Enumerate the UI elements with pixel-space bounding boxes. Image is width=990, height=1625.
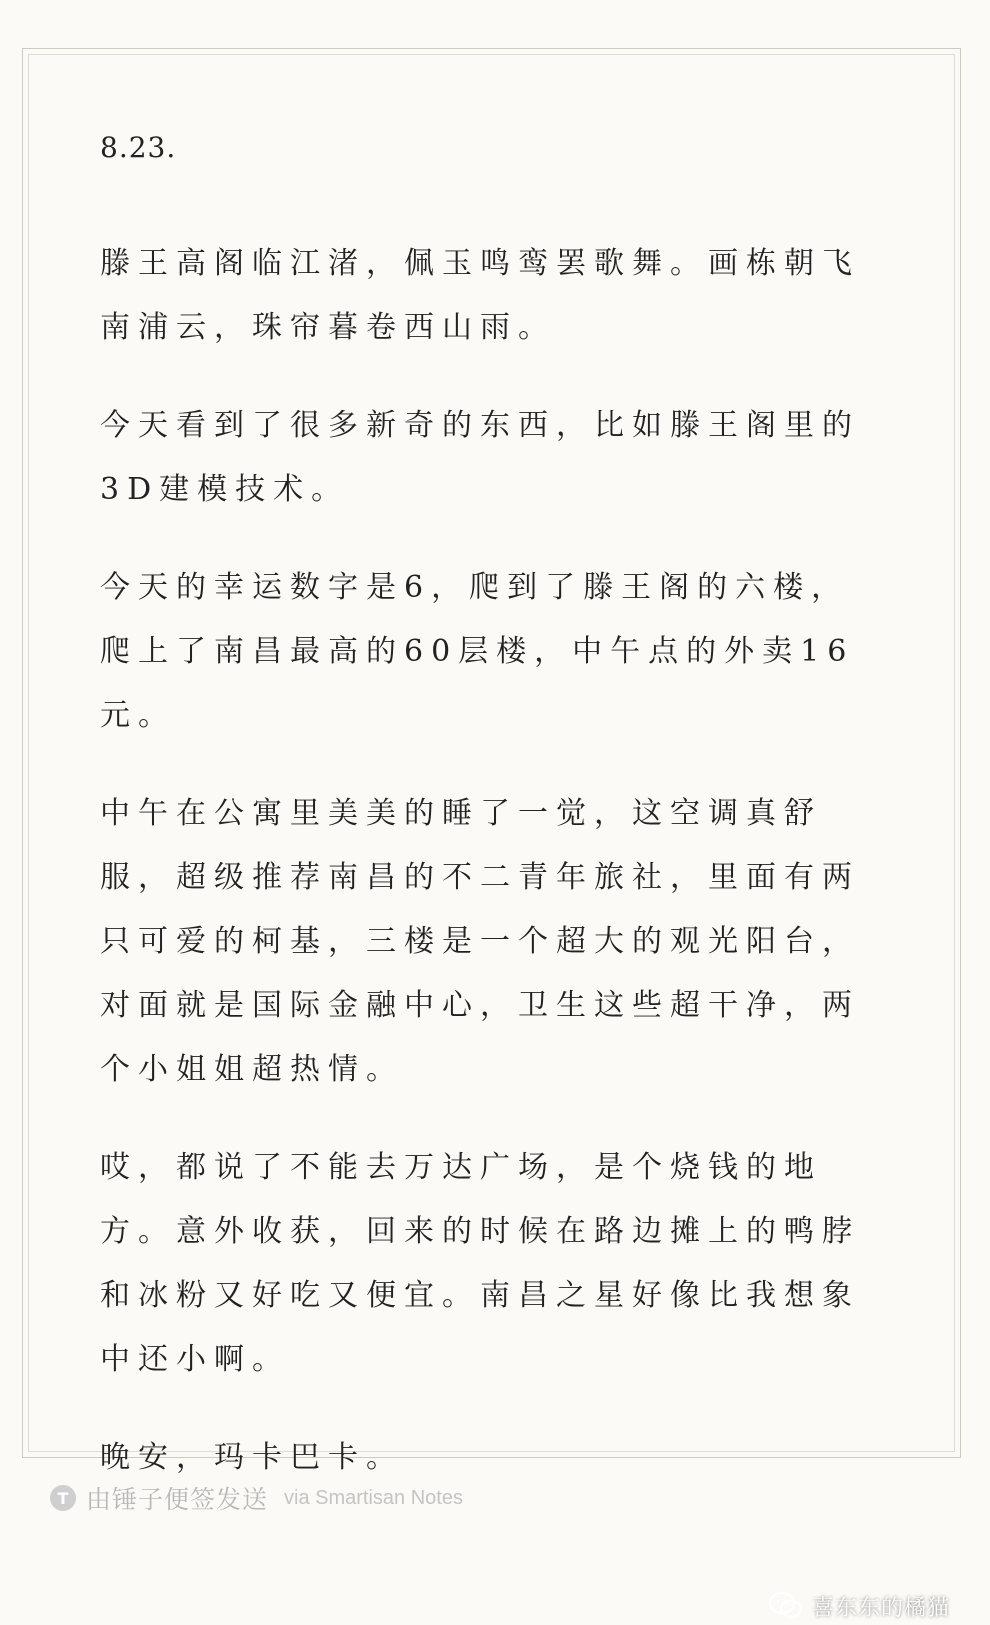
note-paragraph-2: 今天看到了很多新奇的东西，比如滕王阁里的3D建模技术。 <box>100 408 860 507</box>
smartisan-t-icon: T <box>50 1485 76 1511</box>
sent-by-label-en: via Smartisan Notes <box>284 1486 463 1509</box>
smartisan-footer <box>50 1478 463 1518</box>
sent-by-label-cn: 由锤子便签发送 <box>86 1485 269 1514</box>
note-paragraph-3: 今天的幸运数字是6，爬到了滕王阁的六楼，爬上了南昌最高的60层楼，中午点的外卖16元。 <box>100 570 855 733</box>
note-paragraph-5: 哎，都说了不能去万达广场，是个烧钱的地方。意外收获，回来的时候在路边摊上的鸭脖和冰粉又好吃又便宜。南昌之星好像比我想象中还小啊。 <box>100 1150 860 1377</box>
account-watermark <box>768 1588 950 1624</box>
note-content <box>100 128 880 1524</box>
note-paragraph-4: 中午在公寓里美美的睡了一觉，这空调真舒服，超级推荐南昌的不二青年旅社，里面有两只可爱的柯基，三楼是一个超大的观光阳台，对面就是国际金融中心，卫生这些超干净，两个小姐姐超热情。 <box>100 796 860 1087</box>
account-name: 喜东东的橘猫 <box>811 1595 950 1621</box>
note-paragraph-1: 滕王高阁临江渚，佩玉鸣鸾罢歌舞。画栋朝飞南浦云，珠帘暮卷西山雨。 <box>100 246 860 345</box>
wechat-icon <box>768 1591 804 1621</box>
note-paragraph-6: 晚安，玛卡巴卡。 <box>100 1440 404 1475</box>
note-date: 8.23. <box>100 131 177 164</box>
